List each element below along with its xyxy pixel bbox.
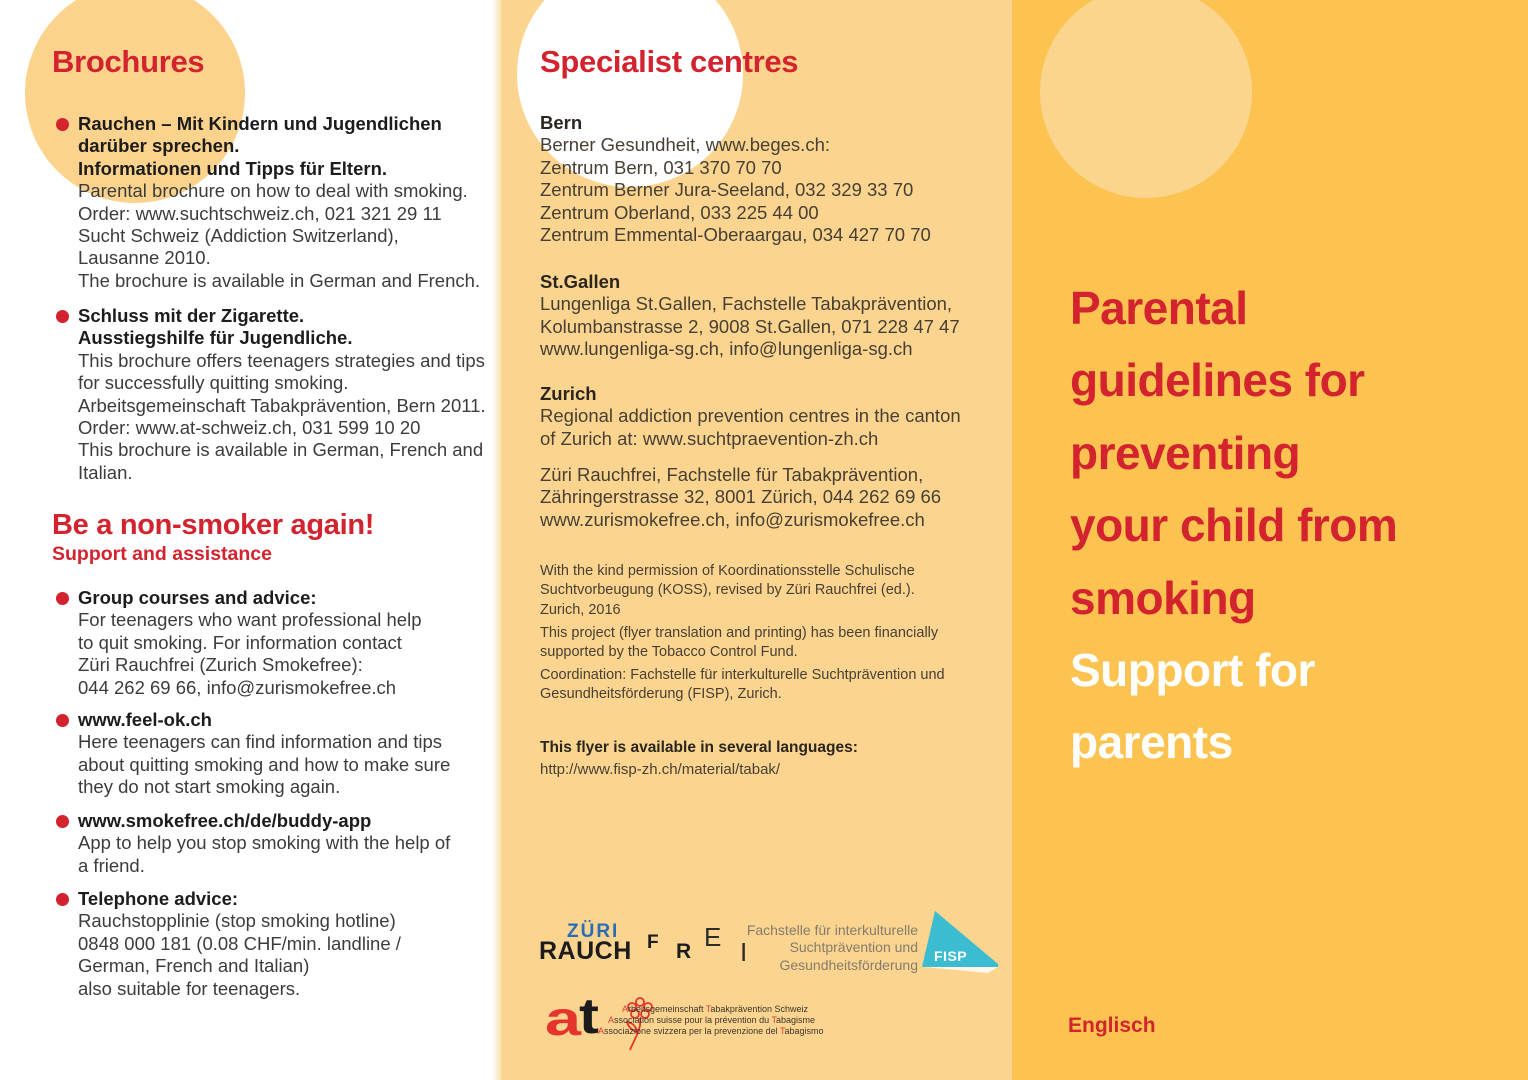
centre-city: St.Gallen bbox=[540, 271, 621, 292]
fisp-triangle-icon bbox=[922, 911, 998, 973]
support-text-line: German, French and Italian) bbox=[78, 955, 310, 977]
cover-subtitle-line: Support for bbox=[1070, 644, 1315, 697]
cover-title-line: preventing bbox=[1070, 426, 1301, 479]
panel-specialist-centres bbox=[499, 0, 1012, 1080]
cover-title-line: smoking bbox=[1070, 571, 1256, 624]
centre-line: Lungenliga St.Gallen, Fachstelle Tabakprävention, bbox=[540, 293, 953, 315]
brochure-text-line: for successfully quitting smoking. bbox=[78, 372, 349, 394]
logo-letter-r: R bbox=[676, 940, 692, 963]
centre-line: Kolumbanstrasse 2, 9008 St.Gallen, 071 228 47 47 bbox=[540, 315, 960, 337]
credit-line: Coordination: Fachstelle für interkulturelle Suchtprävention und bbox=[540, 667, 945, 683]
zueri-logo-word: ZÜRI bbox=[567, 921, 620, 942]
cover-subtitle-line: parents bbox=[1070, 716, 1233, 769]
brochure-text-line: Sucht Schweiz (Addiction Switzerland), bbox=[78, 225, 399, 247]
credit-coordination bbox=[540, 666, 945, 705]
support-item-group-courses bbox=[56, 587, 421, 699]
at-row-text: abakprävention Schweiz bbox=[710, 1004, 808, 1014]
centre-line: Zentrum Berner Jura-Seeland, 032 329 33 70 bbox=[540, 179, 914, 201]
support-text-line: Rauchstopplinie (stop smoking hotline) bbox=[78, 910, 396, 932]
support-title-line: Group courses and advice: bbox=[78, 587, 317, 608]
centre-line: Zentrum Oberland, 033 225 44 00 bbox=[540, 201, 819, 223]
credit-funding bbox=[540, 624, 938, 663]
centre-section-zurich bbox=[540, 383, 961, 450]
credit-line: With the kind permission of Koordinationsstelle Schulische bbox=[540, 563, 915, 579]
language-label: Englisch bbox=[1068, 1014, 1156, 1037]
at-logo-rows bbox=[598, 1004, 823, 1037]
support-text-line: Here teenagers can find information and tips bbox=[78, 731, 443, 753]
support-item-telephone bbox=[56, 888, 401, 1000]
centre-line: www.lungenliga-sg.ch, info@lungenliga-sg.ch bbox=[540, 338, 913, 360]
flyer-languages-note: This flyer is available in several languages: bbox=[540, 739, 858, 756]
credit-permission bbox=[540, 562, 915, 620]
fisp-logo-text bbox=[747, 922, 918, 974]
at-row-text: rbeitsgemeinschaft bbox=[628, 1004, 706, 1014]
centre-section-zueri-rauchfrei bbox=[540, 464, 941, 531]
support-text-line: to quit smoking. For information contact bbox=[78, 631, 402, 653]
centre-line: Zentrum Bern, 031 370 70 70 bbox=[540, 156, 782, 178]
support-text-line: 044 262 69 66, info@zurismokefree.ch bbox=[78, 676, 397, 698]
at-row-initial: T bbox=[779, 1026, 785, 1036]
at-row-initial: A bbox=[598, 1026, 605, 1036]
credit-line: supported by the Tobacco Control Fund. bbox=[540, 644, 798, 661]
brochure-text-line: This brochure is available in German, French and bbox=[78, 439, 484, 461]
logo-letter-f: F bbox=[647, 932, 659, 953]
panel-brochures bbox=[0, 0, 499, 1080]
fisp-logo-label: FISP bbox=[934, 948, 968, 964]
logo-letter-i: I bbox=[740, 937, 748, 967]
centre-section-bern bbox=[540, 112, 931, 246]
cover-title bbox=[1070, 272, 1397, 779]
brochure-text-line: Arbeitsgemeinschaft Tabakprävention, Bern 2011. bbox=[78, 394, 486, 416]
centre-line: Züri Rauchfrei, Fachstelle für Tabakprävention, bbox=[540, 464, 924, 485]
credit-line: This project (flyer translation and printing) has been financially bbox=[540, 625, 939, 641]
at-row-text: ssociazione svizzera per la prevenzione del bbox=[604, 1026, 780, 1036]
zueri-rauchfrei-logo bbox=[539, 915, 754, 970]
cover-title-line: guidelines for bbox=[1070, 354, 1365, 407]
credit-line: Zurich, 2016 bbox=[540, 601, 621, 618]
rauch-logo-word: RAUCH bbox=[539, 937, 632, 965]
at-logo-row bbox=[598, 1026, 823, 1037]
centre-city: Zurich bbox=[540, 383, 597, 404]
support-text-line: about quitting smoking and how to make sure bbox=[78, 753, 451, 775]
support-text-line: App to help you stop smoking with the help of bbox=[78, 832, 451, 854]
brochure-title-line: Schluss mit der Zigarette. bbox=[78, 305, 305, 326]
centre-line: Regional addiction prevention centres in the canton bbox=[540, 405, 961, 427]
support-text-line: 0848 000 181 (0.08 CHF/min. landline / bbox=[78, 932, 401, 954]
support-text-line: also suitable for teenagers. bbox=[78, 977, 301, 999]
brochure-title-line: Informationen und Tipps für Eltern. bbox=[78, 157, 388, 179]
support-title-line: Telephone advice: bbox=[78, 888, 239, 909]
brochures-heading: Brochures bbox=[52, 44, 205, 79]
brochure-title-line: darüber sprechen. bbox=[78, 135, 240, 157]
specialist-centres-heading: Specialist centres bbox=[540, 44, 799, 79]
flyer-languages-url: http://www.fisp-zh.ch/material/tabak/ bbox=[540, 761, 781, 778]
centre-line: Zentrum Emmental-Oberaargau, 034 427 70 70 bbox=[540, 224, 931, 246]
at-row-initial: T bbox=[705, 1004, 711, 1014]
at-row-initial: A bbox=[622, 1004, 629, 1014]
brochure-text-line: Order: www.suchtschweiz.ch, 021 321 29 11 bbox=[78, 202, 442, 224]
non-smoker-heading: Be a non-smoker again! bbox=[52, 509, 375, 541]
support-item-buddy-app bbox=[56, 810, 450, 877]
centre-line: www.zurismokefree.ch, info@zurismokefree.ch bbox=[540, 508, 925, 530]
brochure-text-line: Parental brochure on how to deal with smoking. bbox=[78, 180, 468, 202]
fisp-text-line: Fachstelle für interkulturelle bbox=[746, 922, 918, 938]
brochure-text-line: Order: www.at-schweiz.ch, 031 599 10 20 bbox=[78, 417, 421, 439]
fisp-text-line: Gesundheitsförderung bbox=[779, 956, 918, 973]
centre-line: of Zurich at: www.suchtpraevention-zh.ch bbox=[540, 427, 879, 449]
support-title-line: www.smokefree.ch/de/buddy-app bbox=[78, 810, 372, 831]
at-logo-a: a bbox=[545, 993, 582, 1046]
credit-line: Gesundheitsförderung (FISP), Zurich. bbox=[540, 686, 782, 703]
support-text-line: Züri Rauchfrei (Zurich Smokefree): bbox=[78, 654, 363, 676]
brochure-title-line: Ausstiegshilfe für Jugendliche. bbox=[78, 327, 353, 349]
support-subheading: Support and assistance bbox=[52, 543, 272, 565]
at-logo-row bbox=[608, 1015, 823, 1026]
at-row-initial: A bbox=[608, 1015, 615, 1025]
brochure-text-line: Lausanne 2010. bbox=[78, 247, 211, 269]
brochure-item-rauchen bbox=[56, 113, 480, 292]
at-tabakpraevention-logo bbox=[545, 988, 885, 1056]
support-title-line: www.feel-ok.ch bbox=[78, 709, 212, 730]
at-row-text: abagisme bbox=[775, 1015, 815, 1025]
brochure-title-line: Rauchen – Mit Kindern und Jugendlichen bbox=[78, 113, 442, 134]
at-logo-t: t bbox=[579, 988, 599, 1044]
credit-line: Suchtvorbeugung (KOSS), revised by Züri Rauchfrei (ed.). bbox=[540, 582, 915, 599]
centre-city: Bern bbox=[540, 112, 583, 133]
at-logo-row bbox=[622, 1004, 823, 1015]
brochure-item-schluss bbox=[56, 305, 486, 484]
centre-line: Berner Gesundheit, www.beges.ch: bbox=[540, 134, 830, 156]
panel-cover bbox=[1012, 0, 1528, 1080]
support-item-feel-ok bbox=[56, 709, 450, 799]
support-text-line: they do not start smoking again. bbox=[78, 776, 341, 798]
brochure-text-line: This brochure offers teenagers strategies and tips bbox=[78, 349, 485, 371]
decorative-circle-right bbox=[1040, 0, 1252, 198]
cover-title-line: Parental bbox=[1070, 282, 1248, 334]
panel-fold-shadow bbox=[492, 0, 501, 1080]
logo-letter-e: E bbox=[704, 922, 722, 952]
brochure-text-line: Italian. bbox=[78, 461, 133, 483]
at-row-text: abagismo bbox=[784, 1026, 824, 1036]
at-row-initial: T bbox=[771, 1015, 776, 1025]
support-text-line: For teenagers who want professional help bbox=[78, 609, 422, 631]
fisp-text-line: Suchtprävention und bbox=[789, 939, 918, 956]
centre-section-stgallen bbox=[540, 271, 960, 361]
at-row-text: ssociation suisse pour la prévention du bbox=[614, 1015, 772, 1025]
centre-line: Zähringerstrasse 32, 8001 Zürich, 044 262 69 66 bbox=[540, 486, 942, 508]
brochure-text-line: The brochure is available in German and French. bbox=[78, 269, 481, 291]
support-text-line: a friend. bbox=[78, 854, 145, 876]
cover-title-line: your child from bbox=[1070, 499, 1398, 552]
